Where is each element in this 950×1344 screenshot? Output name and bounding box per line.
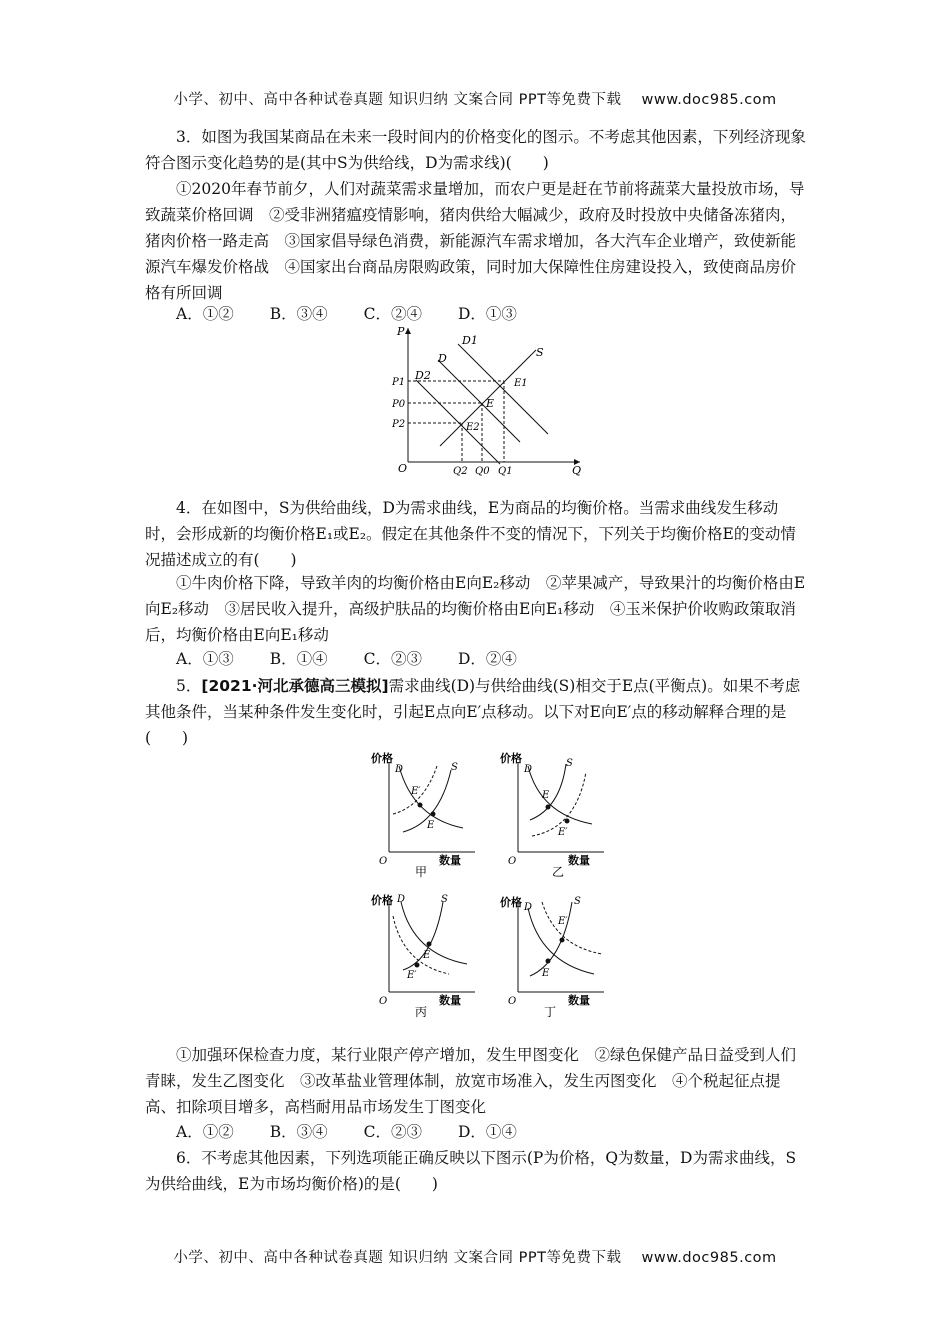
ding-price-label: 价格 [500, 896, 522, 909]
label-p0: P0 [392, 399, 406, 410]
bing-demand-curve [401, 902, 467, 964]
jia-point-e-prime [418, 803, 423, 808]
q4-option-a: A．①③ [176, 650, 234, 668]
demand-line-d2 [416, 380, 500, 464]
label-q0: Q0 [475, 466, 490, 477]
q5-options [176, 1120, 553, 1142]
bing-label-e-prime: E′ [407, 970, 417, 981]
graph-yi [496, 748, 616, 878]
footer-text: 小学、初中、高中各种试卷真题 知识归纳 文案合同 PPT等免费下载 [173, 1250, 622, 1266]
ding-label-e: E [542, 968, 550, 979]
jia-label-e-prime: E′ [411, 786, 421, 797]
q4-option-d: D．②④ [457, 650, 517, 668]
bing-point-e-prime [415, 963, 420, 968]
bing-label-d: D [397, 894, 406, 905]
yi-label-d: D [524, 764, 533, 775]
bing-label-s: S [441, 894, 448, 905]
ding-label-d: D [524, 902, 533, 913]
yi-point-e-prime [565, 819, 570, 824]
bing-name: 丙 [415, 1005, 428, 1018]
jia-label-d: D [395, 764, 404, 775]
q5-stem-text: 需求曲线(D)与供给曲线(S)相交于E点(平衡点)。如果不考虑其他条件，当某种条件发生变化时，引起E点向E′点移动。以下对E向E′点的移动解释合理的是( ) [145, 677, 801, 747]
graph-ding [496, 888, 616, 1018]
label-d: D [438, 352, 447, 365]
label-origin: O [398, 462, 408, 475]
label-e: E [486, 397, 495, 410]
jia-label-s: S [451, 762, 458, 773]
label-p: P [397, 325, 405, 338]
page-header [0, 88, 950, 109]
bing-origin: O [379, 996, 388, 1007]
header-site: www.doc985.com [641, 92, 777, 108]
bing-price-label: 价格 [371, 894, 393, 907]
label-s: S [536, 346, 544, 359]
header-text: 小学、初中、高中各种试卷真题 知识归纳 文案合同 PPT等免费下载 [173, 92, 622, 108]
ding-name: 丁 [544, 1005, 557, 1018]
yi-price-label: 价格 [500, 752, 522, 765]
bing-point-e [427, 942, 432, 947]
q5-option-a: A．①② [176, 1123, 234, 1141]
q3-option-a: A．①② [176, 305, 234, 323]
bing-shifted-demand [393, 916, 449, 974]
jia-name: 甲 [415, 865, 428, 878]
jia-label-e: E [427, 820, 435, 831]
yi-demand-curve [528, 766, 592, 824]
jia-demand-curve [399, 766, 463, 828]
q3-option-c: C．②④ [363, 305, 422, 323]
q5-option-d: D．①④ [457, 1123, 517, 1141]
label-d1: D1 [462, 334, 478, 347]
jia-quantity-label: 数量 [439, 854, 461, 867]
graph-bing [367, 888, 487, 1018]
q5-number: 5． [176, 677, 202, 695]
ding-shifted-demand [542, 902, 602, 954]
ding-label-s: S [574, 896, 581, 907]
label-d2: D2 [415, 369, 431, 382]
q4-stem: 4．在如图中，S为供给曲线，D为需求曲线，E为商品的均衡价格。当需求曲线发生移动时，会形成新的均衡价格E₁或E₂。假定在其他条件不变的情况下，下列关于均衡价格E的变动情况描述成立的有( ) [145, 499, 796, 569]
label-e2: E2 [466, 422, 480, 433]
label-q1: Q1 [498, 466, 513, 477]
label-q2: Q2 [453, 466, 468, 477]
q3-body: ①2020年春节前夕，人们对蔬菜需求量增加，而农户更是赶在节前将蔬菜大量投放市场，导致蔬菜价格回调 ②受非洲猪瘟疫情影响，猪肉供给大幅减少，政府及时投放中央储备冻猪肉，猪肉价格一路走高 ③国家倡导绿色消费，新能源汽车需求增加，各大汽车企业增产，致使新能源汽车爆发价格战 ④国家出台商品房限购政策，同时加大保障性住房建设投入，致使商品房价格有所回调 [145, 180, 805, 302]
q5-option-c: C．②③ [363, 1123, 422, 1141]
jia-origin: O [379, 856, 388, 867]
ding-origin: O [508, 996, 517, 1007]
footer-site: www.doc985.com [641, 1250, 777, 1266]
q3-option-d: D．①③ [457, 305, 517, 323]
yi-label-s: S [566, 758, 573, 769]
demand-line-d1 [458, 344, 548, 434]
q5-stem [145, 673, 807, 751]
q6-stem: 6．不考虑其他因素，下列选项能正确反映以下图示(P为价格，Q为数量，D为需求曲线，S为供给曲线，E为市场均衡价格)的是( ) [145, 1149, 797, 1193]
yi-origin: O [508, 856, 517, 867]
q3-stem: 3．如图为我国某商品在未来一段时间内的价格变化的图示。不考虑其他因素，下列经济现象符合图示变化趋势的是(其中S为供给线，D为需求线)( ) [145, 128, 806, 172]
bing-label-e: E [423, 950, 431, 961]
jia-price-label: 价格 [371, 752, 393, 765]
ding-supply-curve [530, 902, 572, 976]
page-footer [0, 1246, 950, 1267]
q4-body: ①牛肉价格下降，导致羊肉的均衡价格由E向E₂移动 ②苹果减产，导致果汁的均衡价格由E向E₂移动 ③居民收入提升，高级护肤品的均衡价格由E向E₁移动 ④玉米保护价收购政策取消后，均衡价格由E向E₁移动 [145, 574, 806, 644]
yi-name: 乙 [552, 865, 565, 878]
q4-option-b: B．①④ [269, 650, 328, 668]
label-e1: E1 [514, 378, 528, 389]
jia-point-e [431, 812, 436, 817]
q5-option-b: B．③④ [269, 1123, 328, 1141]
yi-label-e: E [542, 790, 550, 801]
q3-supply-demand-graph [388, 322, 598, 478]
ding-point-e [546, 959, 551, 964]
label-p2: P2 [392, 419, 406, 430]
graph-jia [367, 748, 487, 878]
yi-label-e-prime: E′ [558, 827, 568, 838]
label-p1: P1 [392, 377, 406, 388]
ding-point-e-prime [560, 938, 565, 943]
yi-quantity-label: 数量 [568, 854, 590, 867]
bing-quantity-label: 数量 [439, 994, 461, 1007]
q3-option-b: B．③④ [269, 305, 328, 323]
q5-source: [2021·河北承德高三模拟] [201, 677, 389, 695]
q3-options [176, 302, 553, 324]
ding-quantity-label: 数量 [568, 994, 590, 1007]
ding-label-e-prime: E′ [558, 916, 568, 927]
q4-option-c: C．②③ [363, 650, 422, 668]
q4-options [176, 647, 553, 669]
q5-body: ①加强环保检查力度，某行业限产停产增加，发生甲图变化 ②绿色保健产品日益受到人们青睐，发生乙图变化 ③改革盐业管理体制，放宽市场准入，发生丙图变化 ④个税起征点提高、扣除项目增多，高档耐用品市场发生丁图变化 [145, 1046, 797, 1116]
yi-point-e [546, 805, 551, 810]
label-q: Q [572, 464, 582, 477]
